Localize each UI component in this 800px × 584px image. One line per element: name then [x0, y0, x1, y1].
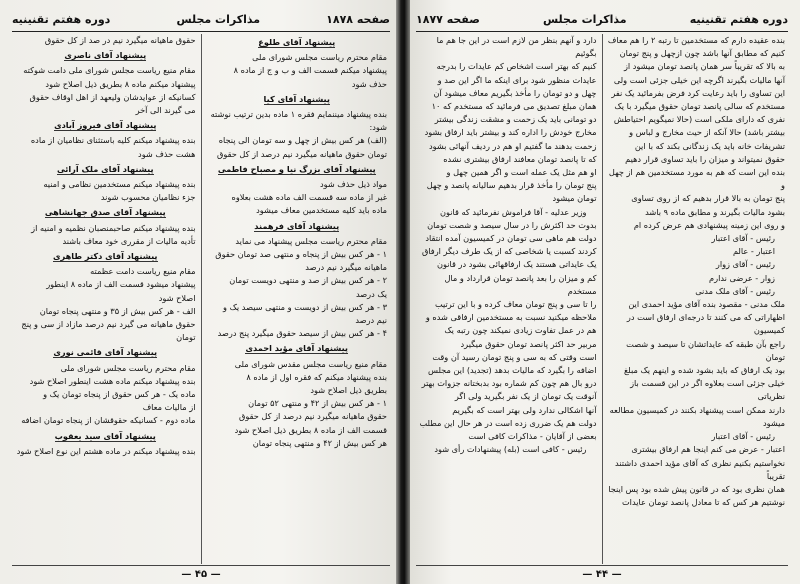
speaker-line: رئیس - کافی است (بله) پیشنهادات رأی شود: [434, 444, 587, 455]
right-page-title: مذاکرات مجلس: [542, 12, 627, 26]
text-line: تومان: [176, 332, 196, 343]
text-line: آنوقت یک تومان از یک نفر بگیرید ولی اگر: [454, 391, 597, 402]
text-line: ۲ - هر کس بیش از صد و منتهی دویست تومان: [229, 275, 387, 286]
text-line: درو بال هم چون کم شماره بود بدبختانه جزوات بهتر: [421, 378, 597, 389]
right-page-columns: [414, 34, 790, 564]
left-page-header: [12, 10, 390, 32]
proposal-heading-text: پیشنهاد آقای فرهمند: [254, 220, 340, 231]
text-line: نوشتیم هر کس که تا معادل پانصد تومان عایدات: [621, 497, 785, 508]
text-line: از مالیات معاف: [142, 402, 196, 413]
text-line: پنج تومان به بالا قرار بدهیم که از روی تساوی: [631, 193, 785, 204]
text-line: این تساوی را باید رعایت کرد فرض بفرمائید یک نفر: [611, 87, 785, 98]
text-line: حذف شود: [351, 78, 387, 89]
proposal-heading-text: پیشنهاد آقای صدق جهانشاهی: [44, 207, 166, 218]
text-line: بشود مالیات بگیرند و مطابق ماده ۹ باشد: [645, 206, 785, 217]
left-page-column-right: [202, 34, 393, 564]
proposal-heading-text: پیشنهاد آقای کیا: [263, 93, 330, 104]
text-line: دارد و آنهم بنظر من لازم است در این جا هم ما بگوئیم: [436, 35, 597, 59]
text-line: اعتبار - عرض می کنم اینجا هم ارفاق بیشتری: [631, 444, 785, 455]
text-line: دارند ممکن است پیشنهاد بکنند در کمیسیون مطالعه میشود: [609, 404, 785, 428]
proposal-heading-text: پیشنهاد آقای طلوع: [258, 37, 336, 47]
text-line: غیر از ماده سه قسمت الف ماده هشت بعلاوه: [231, 192, 387, 203]
text-line: نیم درصد: [355, 315, 387, 326]
text-line: بدوت حد اکثرش را در سال سیصد و شصت تومان: [427, 219, 597, 230]
text-line: تأدیه مالیات از مقرری خود معاف باشند: [62, 235, 196, 246]
text-line: عایدات منظور شود برای اینکه ما اگر این صد و: [437, 74, 597, 85]
text-line: نخواستیم بکنیم نظری که آقای مؤید احمدی داشتند تقریباً: [614, 457, 785, 481]
text-line: اضافه را بگیرد که مالیات بدهد (تجدید) این مجلس: [428, 365, 597, 376]
speaker-line: رئیس - آقای ملک مدنی: [695, 285, 775, 296]
text-line: هشت حذف شود: [138, 148, 196, 159]
text-line: نفری که دارای ملکی است (حالا نمیگویم احتیاطش: [613, 114, 785, 125]
text-line: ملک مدنی - مقصود بنده آقای مؤید احمدی این: [628, 299, 785, 310]
text-line: همان مبلغ تصدیق می فرمائید که مستخدم که ۱۰: [431, 101, 597, 112]
text-line: است وقتی که به سی و پنج تومان رسید آن وقت: [432, 351, 597, 362]
proposal-heading: [207, 36, 388, 49]
text-line: او هم مثل یک عمله است و اگر همین چهل و: [446, 167, 597, 178]
text-line: کردند کسبت یا شخاصی که از یک طرف دیگر ارفاق: [421, 246, 597, 257]
left-page-title: مذاکرات مجلس: [176, 12, 261, 26]
text-line: مستخدم که سالی پانصد تومان حقوق میگیرد با یک: [614, 101, 785, 112]
text-line: می گیرند الی آخر: [135, 105, 196, 116]
text-line: مخارج خودش را اداره کند و بیشتر باید ارفاق بشود: [424, 127, 597, 138]
text-line: هم در عمل تفاوت زیادی نمیکند چون رتبه یک: [444, 325, 597, 336]
text-line: الف - هر کس بیش از ۳۵ و منتهی پنجاه تومان: [39, 305, 196, 316]
text-line: حقوق ماهیانه میگیرد نیم در صد از کل حقوق: [44, 35, 196, 45]
proposal-heading-text: پیشنهاد آقای قائمی نوری: [53, 347, 158, 358]
text-line: اصلاح شود: [158, 292, 196, 303]
text-line: ۱ - هر کس بیش از ۴۲ و منتهی ۵۲ تومان: [248, 398, 387, 409]
text-line: پیشنهاد میکنم ماده ۸ بطریق ذیل اصلاح شود: [45, 78, 196, 89]
left-page-number: صفحه ۱۸۷۸: [326, 12, 390, 26]
text-line: یک درصد: [355, 288, 387, 299]
proposal-heading: [207, 220, 388, 233]
text-line: کم و میزان را بعد پانصد تومان قرارداد و مال مستخدم: [444, 272, 597, 296]
text-line: جزء نظامیان محسوب شوند: [100, 192, 196, 203]
text-line: و روی این زمینه پیشنهادی هم عرض کرده ام: [633, 219, 785, 230]
proposal-heading-text: پیشنهاد آقای فیروز آبادی: [54, 120, 157, 131]
text-line: حقوق نمیتواند و میزان را باید تساوی قرار دهیم: [625, 153, 785, 164]
proposal-heading: [15, 163, 196, 176]
speaker-line: رئیس - آقای زوار: [715, 259, 775, 270]
text-line: پنج تومان را مأخذ قرار بدهیم سالیانه پانصد و چهل: [426, 180, 597, 191]
text-line: مقام منیع ریاست مجلس مقدس شورای ملی: [234, 358, 387, 369]
right-page-header: [416, 10, 788, 32]
text-line: کنیم که مطابق آنها باشد چون ازچهل و پنج تومان: [619, 48, 785, 59]
text-line: مقام محترم ریاست مجلس پیشنهاد می نماید: [235, 235, 387, 246]
proposal-heading: [207, 163, 388, 176]
left-page-column-left: [10, 34, 202, 564]
text-line: مقام منیع ریاست دامت عظمته: [90, 266, 196, 277]
proposal-heading-text: پیشنهاد آقای بزرگ نیا و مصباح فاطمی: [217, 163, 376, 174]
text-line: ۴ - هر کس بیش از سیصد حقوق میگیرد پنج درصد: [217, 328, 387, 339]
text-line: بنده پیشنهاد میکنم صاحبمنصبان نظمیه و امنیه از: [31, 222, 196, 233]
speaker-line: رئیس - آقای اعتبار: [711, 233, 775, 244]
proposal-heading: [207, 342, 388, 355]
proposal-heading: [15, 206, 196, 219]
proposal-heading: [15, 250, 196, 263]
text-line: بنده عقیده دارم که مستخدمین تا رتبه ۲ را هم معاف: [607, 35, 785, 45]
text-line: تومان حقوق ماهیانه میگیرد نیم درصد از کل حقوق: [216, 148, 387, 159]
text-line: تومان میشود: [552, 193, 597, 204]
text-line: هر کس بیش از ۴۲ و منتهی پنجاه تومان: [252, 437, 387, 448]
text-line: بنده این است که هم به مورد مستخدمین هم از چهل و: [608, 167, 785, 191]
text-line: کنیم که بهتر است اشخاص کم عایدات را بدرجه: [436, 61, 597, 72]
left-page-session: دوره هفتم تقنینیه: [12, 12, 111, 26]
text-line: بنده پیشنهاد میننمایم فقره ۱ ماده بدین ترتیب نوشته: [210, 109, 387, 120]
right-footer-rule: [416, 565, 788, 566]
text-line: حقوق ماهیانه میگیرد نیم درصد از کل حقوق: [238, 411, 387, 422]
text-line: راجع بآن طبقه که عایداتشان تا سیصد و شصت تومان: [626, 338, 785, 362]
text-line: همان نظری بود که در قانون پیش شده بود پس اینجا: [608, 483, 785, 494]
right-page-column-left: [414, 34, 603, 564]
text-line: بنده پیشنهاد میکنم کلیه باستثنای نظامیان از ماده: [30, 135, 196, 146]
text-line: مقام محترم ریاست مجلس شورای ملی: [60, 362, 196, 373]
speaker-line: اعتبار - عالم: [732, 246, 775, 257]
text-line: ماده دوم - کسانیکه حقوقشان از پنجاه تومان اضافه: [21, 415, 196, 426]
text-line: بنده پیشنهاد میکنم مستخدمین نظامی و امنیه: [43, 179, 196, 190]
left-page-footer: — ۴۵ —: [181, 569, 221, 580]
proposal-heading-text: پیشنهاد آقای ناصری: [64, 50, 147, 61]
text-line: را تا سی و پنج تومان معاف کرده و با این ترتیب: [435, 299, 597, 310]
text-line: قسمت الف از ماده ۸ بطریق ذیل اصلاح شود: [234, 424, 387, 435]
proposal-heading-text: پیشنهاد آقای مؤید احمدی: [245, 343, 348, 354]
proposal-heading-text: پیشنهاد آقای سید یعقوب: [54, 430, 156, 441]
text-line: به بالا که تقریباً سر همان پانصد تومان میشود از: [623, 61, 785, 72]
text-line: زحمت بدهند ما گفتیم او هم در ردیف آنهائی بشود: [428, 140, 597, 151]
speaker-line: رئیس - آقای اعتبار: [711, 431, 775, 442]
speaker-line: وزیر عدلیه - آقا فراموش نفرمائید که قانون: [440, 206, 587, 217]
text-line: دولت هم یک ضرری زده است در هر حال این مطلب: [419, 417, 597, 428]
text-line: ماده باید کلیه مستخدمین معاف میشود: [256, 205, 387, 216]
text-line: کسانیکه از عوایدشان ولیعهد از اهل اوقاف حقوق: [29, 91, 196, 102]
text-line: (الف) هر کس بیش از چهل و سه تومان الی پنجاه: [218, 135, 387, 146]
right-page-footer: — ۴۴ —: [582, 569, 622, 580]
text-line: بطریق ذیل اصلاح شود: [310, 385, 387, 396]
text-line: بیشتر باشد) حالا آنکه از حیث مخارج و لباس و: [629, 127, 785, 138]
text-line: بنده پیشنهاد میکنم ماده هشت اینطور اصلاح شود: [29, 375, 196, 386]
right-page-column-right: [603, 34, 791, 564]
text-line: ۱ - هر کس بیش از پنجاه و منتهی صد تومان حقوق: [215, 249, 387, 260]
text-line: دولت هم ماهی سی تومان در کمیسیون آمده انتقاد: [425, 233, 597, 244]
text-line: آنها اشکالی ندارد ولی بهتر است که بگیریم: [452, 404, 597, 415]
text-line: ماهیانه میگیرد نیم درصد: [305, 262, 387, 273]
text-line: چهل و دو تومان را مأخذ بگیریم معاف میشود آن: [433, 87, 597, 98]
proposal-heading: [15, 346, 196, 359]
text-line: خیلی جزئی است بعلاوه اگر در این قسمت باز نظریاتی: [630, 378, 785, 402]
text-line: یک عایداتی هستند یک ارفاقهائی بشود در قانون: [436, 259, 597, 270]
text-line: ۳ - هر کس بیش از دویست و منتهی سیصد یک و: [223, 301, 387, 312]
text-line: مقام محترم ریاست مجلس شورای ملی: [252, 52, 387, 63]
text-line: پیشنهاد میکنم قسمت الف و ب و ج از ماده ۸: [233, 65, 387, 76]
book-gutter: [396, 0, 410, 584]
text-line: مقام منیع ریاست مجلس شورای ملی دامت شوکته: [23, 65, 196, 76]
text-line: بعضی از آقایان - مذاکرات کافی است: [468, 431, 597, 442]
proposal-heading: [15, 430, 196, 443]
proposal-heading: [15, 49, 196, 62]
text-line: آنها مالیات بگیرند اگرچه این خیلی جزئی است ولی: [613, 74, 785, 85]
proposal-heading: [15, 119, 196, 132]
text-line: دو تومانی باید یک زحمت و مشقت زندگی بیشتر: [434, 114, 597, 125]
text-line: بود یک ارفاق که باید بشود شده و اینهم یک مبلغ: [623, 365, 785, 376]
left-page-columns: [10, 34, 392, 564]
text-line: اظهاراتی که می کنند تا درجه‌ای ارفاق است در کمیسیون: [626, 312, 785, 336]
left-footer-rule: [12, 565, 390, 566]
text-line: شود:: [369, 122, 387, 133]
text-line: ماده یک - هر کس حقوق از پنجاه تومان یک و: [43, 389, 196, 400]
right-page-number: صفحه ۱۸۷۷: [416, 12, 480, 26]
right-page: [404, 0, 800, 584]
text-line: مربیر حد اکثر پانصد تومان حقوق میگیرد: [460, 338, 597, 349]
text-line: مواد ذیل حذف شود: [319, 179, 387, 190]
text-line: حقوق ماهیانه می گیرد نیم درصد مازاد از سی و پنج: [21, 319, 196, 330]
speaker-line: زوار - عرضی ندارم: [709, 272, 775, 283]
text-line: پیشنهاد میشود قسمت الف از ماده ۸ اینطور: [46, 279, 196, 290]
proposal-heading-text: پیشنهاد آقای ملک آرائی: [56, 163, 154, 174]
proposal-heading: [207, 93, 388, 106]
text-line: تشریفات خانه باید یک زندگانی بکند که با این: [634, 140, 785, 151]
text-line: بنده پیشنهاد میکنم در ماده هشتم این نوع اصلاح شود: [16, 445, 196, 456]
text-line: ملاحظه میکنید نسبت به مستخدمین ارفاقی شده و: [425, 312, 597, 323]
proposal-heading-text: پیشنهاد آقای دکتر طاهری: [52, 251, 158, 262]
right-page-session: دوره هفتم تقنینیه: [689, 12, 788, 26]
text-line: بنده پیشنهاد میکنم که فقره اول از ماده ۸: [246, 371, 387, 382]
text-line: که تا پانصد تومان معافند ارفاق بیشتری نشده: [443, 153, 597, 164]
